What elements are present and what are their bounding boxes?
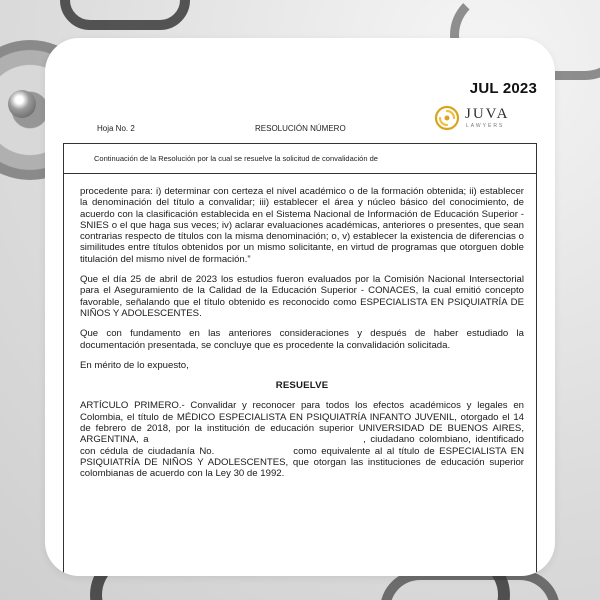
date-label: JUL 2023	[469, 80, 537, 97]
page-sheet-number: Hoja No. 2	[97, 124, 135, 133]
logo-name: JUVA	[465, 106, 510, 122]
frame-divider	[64, 173, 536, 174]
juva-logo	[433, 104, 533, 134]
paragraph-criteria: procedente para: i) determinar con certeza el nivel académico o de la formación obtenida; ii) establecer la denominación del título a convalidar; iii) establecer el área y núcleo básico del conocimiento, de acuerdo con la clasificación establecida en el Sistema Nacional de Información de Educación Superior - SNIES o el que haga sus veces; iv) aclarar evaluaciones académicas, anteriores o presentes, que sean contrarias respecto de títulos con la misma denominación; o, v) establecer la existencia de diferencias o similitudes entre títulos obtenidos por un mismo solicitante, en virtud de programas que otorguen doble titulación del mismo nivel de formación.”	[80, 186, 524, 265]
redacted-name	[153, 436, 363, 444]
paragraph-conaces: Que el día 25 de abril de 2023 los estudios fueron evaluados por la Comisión Nacional Intersectorial para el Aseguramiento de la Calidad de la Educación Superior - CONACES, la cual emitió concepto favorable, señalando que el título obtenido es reconocido como ESPECIALISTA EN PSIQUIATRÍA DE NIÑOS Y ADOLESCENTES.	[80, 274, 524, 319]
redacted-id-number	[219, 447, 289, 455]
article-first-part-c: como equivalente al al título de ESPECIALISTA EN PSIQUIATRÍA DE NIÑOS Y ADOLESCENTES, que otorgan las instituciones de educación superior colombianas de acuerdo con la Ley 30 de 1992.	[80, 445, 524, 480]
paragraph-conclusion: Que con fundamento en las anteriores consideraciones y después de haber estudiado la documentación presentada, se concluye que es procedente la convalidación solicitada.	[80, 328, 524, 351]
continuation-line: Continuación de la Resolución por la cual se resuelve la solicitud de convalidación de	[94, 154, 378, 163]
stethoscope-tube-top	[60, 0, 190, 30]
document-frame	[63, 143, 537, 576]
document-card	[45, 38, 555, 576]
logo-subtitle: LAWYERS	[466, 123, 505, 129]
resolution-number-label: RESOLUCIÓN NÚMERO	[255, 124, 346, 133]
document-body	[80, 186, 524, 489]
article-first-part-a: ARTÍCULO PRIMERO.- Convalidar y reconocer para todos los efectos académicos y legales en Colombia, el título de MÉDICO ESPECIALISTA EN PSIQUIATRÍA INFANTO JUVENIL, otorgado el 14 de febrero de 2018, por la institución de educación superior UNIVERSIDAD DE BUENOS AIRES, ARGENTINA, a	[80, 400, 524, 446]
article-first	[80, 400, 524, 479]
article-first-part-b: , ciudadano colombiano, identificado con cédula de ciudadanía No.	[80, 434, 524, 457]
resuelve-heading: RESUELVE	[275, 380, 329, 392]
paragraph-merito: En mérito de lo expuesto,	[80, 359, 189, 371]
juva-logo-icon	[433, 104, 461, 132]
stethoscope-knob	[8, 90, 36, 118]
